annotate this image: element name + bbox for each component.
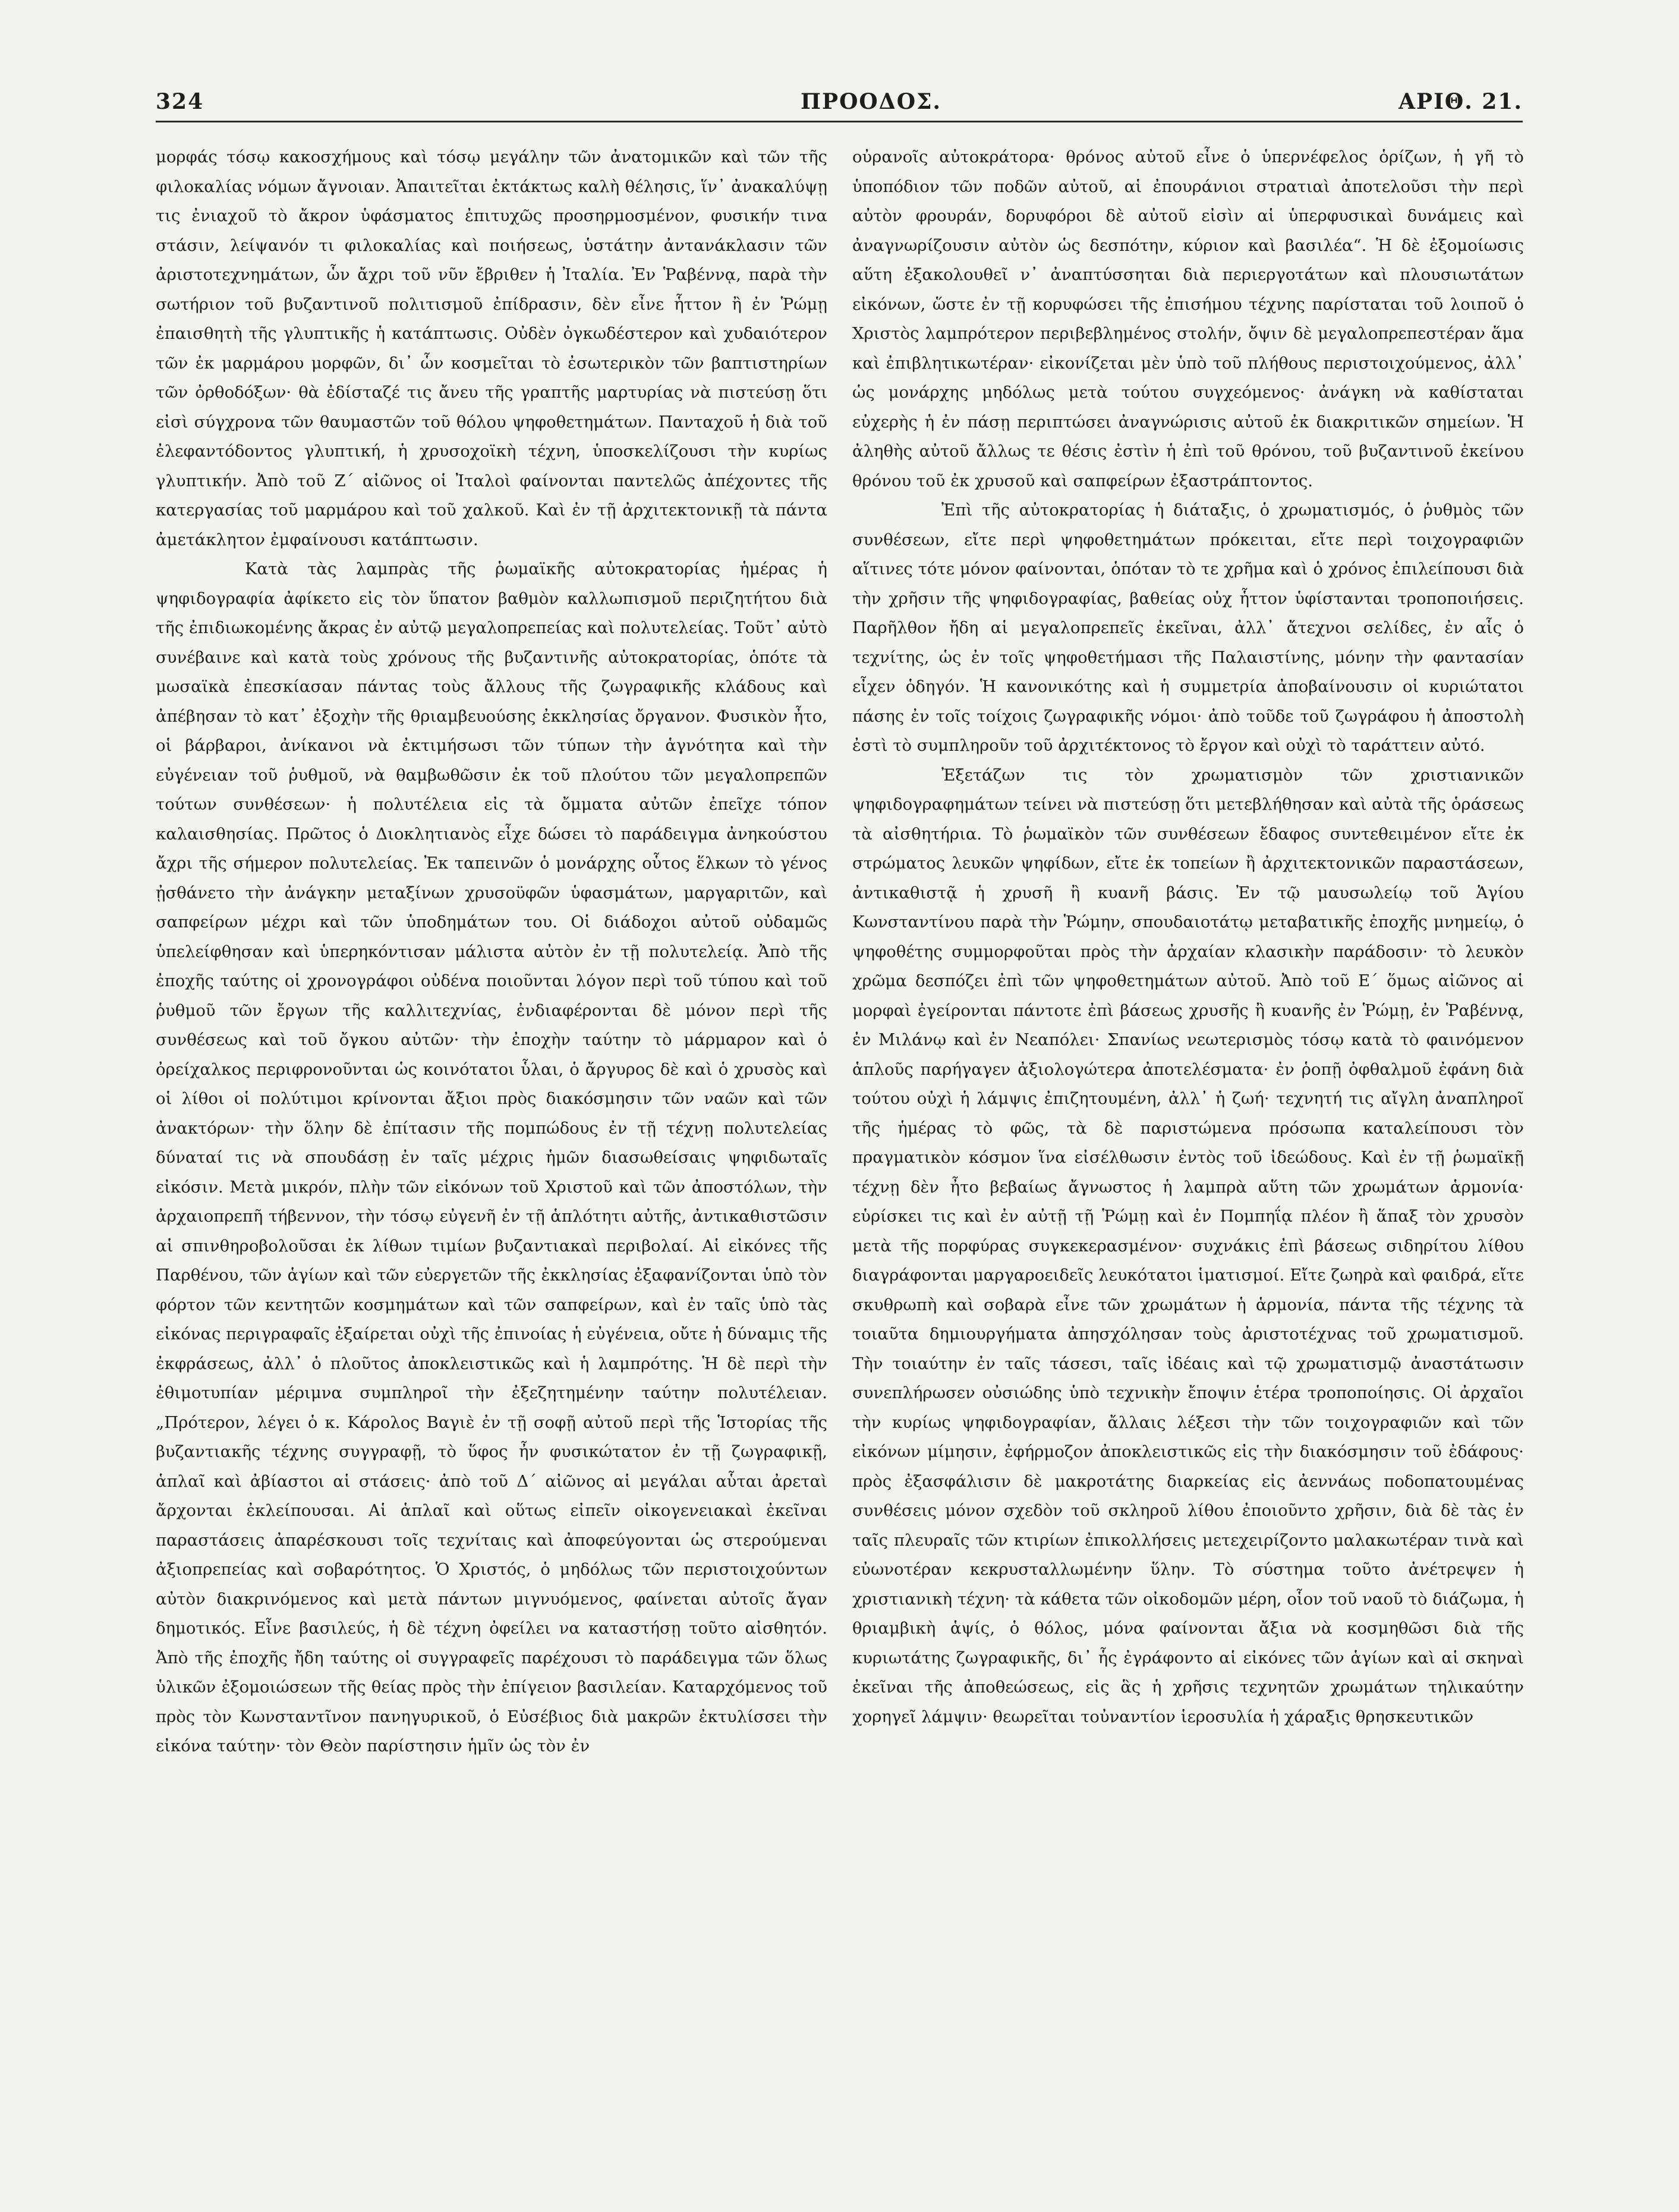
page-number: 324 xyxy=(156,89,204,114)
right-column xyxy=(852,143,1524,1732)
paragraph: Ἐξετάζων τις τὸν χρωματισμὸν τῶν χριστιανικῶν ψηφιδογραφημάτων τείνει νὰ πιστεύσῃ ὅτι μετεβλήθησαν καὶ αὐτὰ τῆς ὁράσεως τὰ αἰσθητήρια. Τὸ ῥωμαϊκὸν τῶν συνθέσεων ἔδαφος συντεθειμένον εἴτε ἐκ στρώματος λευκῶν ψηφίδων, εἴτε ἐκ τοπείων ἢ ἀρχιτεκτονικῶν παραστάσεων, ἀντικαθιστᾷ ἡ χρυσῆ ἢ κυανῆ βάσις. Ἐν τῷ μαυσωλείῳ τοῦ Ἁγίου Κωνσταντίνου παρὰ τὴν Ῥώμην, σπουδαιοτάτῳ μεταβατικῆς ἐποχῆς μνημείῳ, ὁ ψηφοθέτης συμμορφοῦται πρὸς τὴν ἀρχαίαν κλασικὴν παράδοσιν· τὸ λευκὸν χρῶμα δεσπόζει ἐπὶ τῶν ψηφοθετημάτων αὐτοῦ. Ἀπὸ τοῦ Ε΄ ὅμως αἰῶνος αἱ μορφαὶ ἐγείρονται πάντοτε ἐπὶ βάσεως χρυσῆς ἢ κυανῆς ἐν Ῥώμῃ, ἐν Ῥαβέννᾳ, ἐν Μιλάνῳ καὶ ἐν Νεαπόλει· Σπανίως νεωτερισμὸς τόσῳ κατὰ τὸ φαινόμενον ἁπλοῦς παρήγαγεν ἀξιολογώτερα ἀποτελέσματα· ἐν ῥοπῇ ὀφθαλμοῦ ἐφάνη διὰ τούτου οὐχὶ ἡ λάμψις ἐπιζητουμένη, ἀλλ᾿ ἡ ζωή· τεχνητή τις αἴγλη ἀναπληροῖ τῆς ἡμέρας τὸ φῶς, τὰ δὲ παριστώμενα πρόσωπα καταλείπουσι τὸν πραγματικὸν κόσμον ἵνα εἰσέλθωσιν ἐντὸς τοῦ ἰδεώδους. Καὶ ἐν τῇ ῥωμαϊκῇ τέχνῃ δὲν ἦτο βεβαίως ἄγνωστος ἡ λαμπρὰ αὕτη τῶν χρωμάτων ἁρμονία· εὑρίσκει τις καὶ ἐν αὐτῇ τῇ Ῥώμῃ καὶ ἐν Πομπηΐᾳ πλέον ἢ ἅπαξ τὸν χρυσὸν μετὰ τῆς πορφύρας συγκεκερασμένον· συχνάκις ἐπὶ βάσεως σιδηρίτου λίθου διαγράφονται μαργαροειδεῖς λευκότατοι ἱματισμοί. Εἴτε ζωηρὰ καὶ φαιδρά, εἴτε σκυθρωπὴ καὶ σοβαρὰ εἶνε τῶν χρωμάτων ἡ ἁρμονία, πάντα τῆς τέχνης τὰ τοιαῦτα δημιουργήματα ἀπησχόλησαν τοὺς ἀριστοτέχνας τοῦ χρωματισμοῦ. Τὴν τοιαύτην ἐν ταῖς τάσεσι, ταῖς ἰδέαις καὶ τῷ χρωματισμῷ ἀναστάτωσιν συνεπλήρωσεν οὐσιώδης ὑπὸ τεχνικὴν ἔποψιν ἑτέρα τροποποίησις. Οἱ ἀρχαῖοι τὴν κυρίως ψηφιδογραφίαν, ἄλλαις λέξεσι τὴν τῶν τοιχογραφιῶν καὶ τῶν εἰκόνων μίμησιν, ἐφήρμοζον ἀποκλειστικῶς εἰς τὴν διακόσμησιν τοῦ ἐδάφους· πρὸς ἐξασφάλισιν δὲ μακροτάτης διαρκείας εἰς ἀεννάως ποδοπατουμένας συνθέσεις μόνον σχεδὸν τοῦ σκληροῦ λίθου ἐποιοῦντο χρῆσιν, διὰ δὲ τὰς ἐν ταῖς πλευραῖς τῶν κτιρίων ἐπικολλήσεις μετεχειρίζοντο μαλακωτέραν τινὰ καὶ εὐωνοτέραν κεκρυσταλλωμένην ὕλην. Τὸ σύστημα τοῦτο ἀνέτρεψεν ἡ χριστιανικὴ τέχνη· τὰ κάθετα τῶν οἰκοδομῶν μέρη, οἷον τοῦ ναοῦ τὸ διάζωμα, ἡ θριαμβικὴ ἁψίς, ὁ θόλος, μόνα φαίνονται ἄξια νὰ κοσμηθῶσι διὰ τῆς κυριωτάτης ζωγραφικῆς, δι᾿ ἧς ἐγράφοντο αἱ εἰκόνες τῶν ἁγίων καὶ αἱ σκηναὶ ἐκεῖναι τῆς ἀποθεώσεως, εἰς ἃς ἡ χρῆσις τεχνητῶν χρωμάτων τηλικαύτην χορηγεῖ λάμψιν· θεωρεῖται τοὐναντίον ἱεροσυλία ἡ χάραξις θρησκευτικῶν xyxy=(852,765,1524,1726)
running-title: ΠΡΟΟΔΟΣ. xyxy=(801,89,942,114)
paragraph: μορφάς τόσῳ κακοσχήμους καὶ τόσῳ μεγάλην τῶν ἀνατομικῶν καὶ τῶν τῆς φιλοκαλίας νόμων ἄγνοιαν. Ἀπαιτεῖται ἐκτάκτως καλὴ θέλησις, ἵν᾿ ἀνακαλύψῃ τις ἐνιαχοῦ τὸ ἄκρον ὑφάσματος ἐπιτυχῶς προσηρμοσμένον, φυσικήν τινα στάσιν, λείψανόν τι φιλοκαλίας καὶ ποιήσεως, ὑστάτην ἀντανάκλασιν τῶν ἀριστοτεχνημάτων, ὧν ἄχρι τοῦ νῦν ἔβριθεν ἡ Ἰταλία. Ἐν Ῥαβέννᾳ, παρὰ τὴν σωτήριον τοῦ βυζαντινοῦ πολιτισμοῦ ἐπίδρασιν, δὲν εἶνε ἧττον ἢ ἐν Ῥώμῃ ἐπαισθητὴ τῆς γλυπτικῆς ἡ κατάπτωσις. Οὐδὲν ὀγκωδέστερον καὶ χυδαιότερον τῶν ἐκ μαρμάρου μορφῶν, δι᾿ ὧν κοσμεῖται τὸ ἐσωτερικὸν τῶν βαπτιστηρίων τῶν ὀρθοδόξων· θὰ ἐδίσταζέ τις ἄνευ τῆς γραπτῆς μαρτυρίας νὰ πιστεύσῃ ὅτι εἰσὶ σύγχρονα τῶν θαυμαστῶν τοῦ θόλου ψηφοθετημάτων. Πανταχοῦ ἡ διὰ τοῦ ἐλεφαντόδοντος γλυπτική, ἡ χρυσοχοϊκὴ τέχνη, ὑποσκελίζουσι τὴν κυρίως γλυπτικήν. Ἀπὸ τοῦ Ζ΄ αἰῶνος οἱ Ἰταλοὶ φαίνονται παντελῶς ἀπέχοντες τῆς κατεργασίας τοῦ μαρμάρου καὶ τοῦ χαλκοῦ. Καὶ ἐν τῇ ἀρχιτεκτονικῇ τὰ πάντα ἀμετάκλητον ἐμφαίνουσι κατάπτωσιν. xyxy=(156,147,827,549)
issue-number: ΑΡΙΘ. 21. xyxy=(1398,89,1523,114)
header-rule xyxy=(156,121,1523,122)
page-header xyxy=(156,89,1523,119)
paragraph: Ἐπὶ τῆς αὐτοκρατορίας ἡ διάταξις, ὁ χρωματισμός, ὁ ῥυθμὸς τῶν συνθέσεων, εἴτε περὶ ψηφοθετημάτων πρόκειται, εἴτε περὶ τοιχογραφιῶν αἵτινες τότε μόνον φαίνονται, ὁπόταν τὸ τε χρῆμα καὶ ὁ χρόνος ἐπιλείπουσι διὰ τὴν χρῆσιν τῆς ψηφιδογραφίας, βαθείας οὐχ ἧττον ὑφίστανται τροποποιήσεις. Παρῆλθον ἤδη αἱ μεγαλοπρεπεῖς ἐκεῖναι, ἀλλ᾿ ἄτεχνοι σελίδες, ἐν αἷς ὁ τεχνίτης, ὡς ἐν τοῖς ψηφοθετήμασι τῆς Παλαιστίνης, μόνην τὴν φαντασίαν εἶχεν ὁδηγόν. Ἡ κανονικότης καὶ ἡ συμμετρία ἀποβαίνουσιν οἱ κυριώτατοι πάσης ἐν τοῖς τοίχοις ζωγραφικῆς νόμοι· ἀπὸ τοῦδε τοῦ ζωγράφου ἡ ἀποστολὴ ἐστὶ τὸ συμπληροῦν τοῦ ἀρχιτέκτονος τὸ ἔργον καὶ οὐχὶ τὸ ταράττειν αὐτό. xyxy=(852,501,1524,755)
left-column xyxy=(156,143,827,1761)
paragraph: οὐρανοῖς αὐτοκράτορα· θρόνος αὐτοῦ εἶνε ὁ ὑπερνέφελος ὁρίζων, ἡ γῆ τὸ ὑποπόδιον τῶν ποδῶν αὐτοῦ, αἱ ἐπουράνιοι στρατιαὶ ἀποτελοῦσι τὴν περὶ αὐτὸν φρουράν, δορυφόροι δὲ αὐτοῦ εἰσὶν αἱ ὑπερφυσικαὶ δυνάμεις καὶ ἀναγνωρίζουσιν αὐτὸν ὡς δεσπότην, κύριον καὶ βασιλέα“. Ἡ δὲ ἐξομοίωσις αὕτη ἐξακολουθεῖ ν᾿ ἀναπτύσσηται διὰ περιεργοτάτων καὶ πλουσιωτάτων εἰκόνων, ὥστε ἐν τῇ κορυφώσει τῆς ἐπισήμου τέχνης παρίσταται τοῦ λοιποῦ ὁ Χριστὸς λαμπρότερον περιβεβλημένος στολήν, ὄψιν δὲ μεγαλοπρεπεστέραν ἅμα καὶ ἐπιβλητικωτέραν· εἰκονίζεται μὲν ὑπὸ τοῦ πλήθους περιστοιχούμενος, ἀλλ᾿ ὡς μονάρχης μηδόλως μετὰ τούτου συγχεόμενος· ἀνάγκη νὰ καθίσταται εὐχερὴς ἡ ἐν πάσῃ περιπτώσει ἀναγνώρισις αὐτοῦ ἐκ διακριτικῶν σημείων. Ἡ ἀληθὴς αὐτοῦ ἄλλως τε θέσις ἐστὶν ἡ ἐπὶ τοῦ θρόνου, τοῦ βυζαντινοῦ ἐκείνου θρόνου τοῦ ἐκ χρυσοῦ καὶ σαπφείρων ἐξαστράπτοντος. xyxy=(852,147,1524,490)
paragraph: Κατὰ τὰς λαμπρὰς τῆς ῥωμαϊκῆς αὐτοκρατορίας ἡμέρας ἡ ψηφιδογραφία ἀφίκετο εἰς τὸν ὕπατον βαθμὸν καλλωπισμοῦ περιζητήτου διὰ τῆς ἐπιδιωκομένης ἄκρας ἐν αὐτῷ μεγαλοπρεπείας καὶ πολυτελείας. Τοῦτ᾿ αὐτὸ συνέβαινε καὶ κατὰ τοὺς χρόνους τῆς βυζαντινῆς αὐτοκρατορίας, ὁπότε τὰ μωσαϊκὰ ἐπεσκίασαν πάντας τοὺς ἄλλους τῆς ζωγραφικῆς κλάδους καὶ ἀπέβησαν τὸ κατ᾿ ἐξοχὴν τῆς θριαμβευούσης ἐκκλησίας ὄργανον. Φυσικὸν ἦτο, οἱ βάρβαροι, ἀνίκανοι νὰ ἐκτιμήσωσι τῶν τύπων τὴν ἁγνότητα καὶ τὴν εὐγένειαν τοῦ ῥυθμοῦ, νὰ θαμβωθῶσιν ἐκ τοῦ πλούτου τῶν μεγαλοπρεπῶν τούτων συνθέσεων· ἡ πολυτέλεια εἰς τὰ ὄμματα αὐτῶν ἐπεῖχε τόπον καλαισθησίας. Πρῶτος ὁ Διοκλητιανὸς εἶχε δώσει τὸ παράδειγμα ἀνηκούστου ἄχρι τῆς σήμερον πολυτελείας. Ἐκ ταπεινῶν ὁ μονάρχης οὗτος ἕλκων τὸ γένος ᾐσθάνετο τὴν ἀνάγκην μεταξίνων χρυσοϋφῶν ὑφασμάτων, μαργαριτῶν, καὶ σαπφείρων μέχρι καὶ τῶν ὑποδημάτων του. Οἱ διάδοχοι αὐτοῦ οὐδαμῶς ὑπελείφθησαν καὶ ὑπερηκόντισαν μάλιστα αὐτὸν ἐν τῇ πολυτελείᾳ. Ἀπὸ τῆς ἐποχῆς ταύτης οἱ χρονογράφοι οὐδένα ποιοῦνται λόγον περὶ τοῦ τύπου καὶ τοῦ ῥυθμοῦ τῶν ἔργων τῆς καλλιτεχνίας, ἐνδιαφέρονται δὲ μόνον περὶ τῆς συνθέσεως καὶ τοῦ ὄγκου αὐτῶν· τὴν ἐποχὴν ταύτην τὸ μάρμαρον καὶ ὁ ὀρείχαλκος περιφρονοῦνται ὡς κοινότατοι ὗλαι, ὁ ἄργυρος δὲ καὶ ὁ χρυσὸς καὶ οἱ λίθοι οἱ πολύτιμοι κρίνονται ἄξιοι πρὸς διακόσμησιν τῶν ναῶν καὶ τῶν ἀνακτόρων· τὴν ὅλην δὲ ἐπίτασιν τῆς πομπώδους ἐν τῇ τέχνῃ πολυτελείας δύναταί τις νὰ σπουδάσῃ ἐν ταῖς μέχρις ἡμῶν διασωθείσαις ψηφιδωταῖς εἰκόσιν. Μετὰ μικρόν, πλὴν τῶν εἰκόνων τοῦ Χριστοῦ καὶ τῶν ἀποστόλων, τὴν ἀρχαιοπρεπῆ τήβεννον, τὴν τόσῳ εὐγενῆ ἐν τῇ ἁπλότητι αὐτῆς, ἀντικαθιστῶσιν αἱ σπινθηροβολοῦσαι ἐκ λίθων τιμίων βυζαντιακαὶ περιβολαί. Αἱ εἰκόνες τῆς Παρθένου, τῶν ἁγίων καὶ τῶν εὐεργετῶν τῆς ἐκκλησίας ἐξαφανίζονται ὑπὸ τὸν φόρτον τῶν κεντητῶν κοσμημάτων καὶ τῶν σαπφείρων, καὶ ἐν ταῖς ὑπὸ τὰς εἰκόνας περιγραφαῖς ἐξαίρεται οὐχὶ τῆς ἐπινοίας ἡ εὐγένεια, οὔτε ἡ δύναμις τῆς ἐκφράσεως, ἀλλ᾿ ὁ πλοῦτος ἀποκλειστικῶς καὶ ἡ λαμπρότης. Ἡ δὲ περὶ τὴν ἐθιμοτυπίαν μέριμνα συμπληροῖ τὴν ἐξεζητημένην ταύτην πολυτέλειαν. „Πρότερον, λέγει ὁ κ. Κάρολος Βαγιὲ ἐν τῇ σοφῇ αὐτοῦ περὶ τῆς Ἱστορίας τῆς βυζαντιακῆς τέχνης συγγραφῇ, τὸ ὕφος ἦν φυσικώτατον ἐν τῇ ζωγραφικῇ, ἁπλαῖ καὶ ἀβίαστοι αἱ στάσεις· ἀπὸ τοῦ Δ΄ αἰῶνος αἱ μεγάλαι αὗται ἀρεταὶ ἄρχονται ἐκλείπουσαι. Αἱ ἁπλαῖ καὶ οὕτως εἰπεῖν οἰκογενειακαὶ ἐκεῖναι παραστάσεις ἀπαρέσκουσι τοῖς τεχνίταις καὶ ἀποφεύγονται ὡς στερούμεναι ἀξιοπρεπείας καὶ σοβαρότητος. Ὁ Χριστός, ὁ μηδόλως τῶν περιστοιχούντων αὐτὸν διακρινόμενος καὶ μετὰ πάντων μιγνυόμενος, φαίνεται αὐτοῖς ἄγαν δημοτικός. Εἶνε βασιλεύς, ἡ δὲ τέχνη ὀφείλει να καταστήσῃ τοῦτο αἰσθητόν. Ἀπὸ τῆς ἐποχῆς ἤδη ταύτης οἱ συγγραφεῖς παρέχουσι τὸ παράδειγμα τῶν ὅλως ὑλικῶν ἐξομοιώσεων τῆς θείας πρὸς τὴν ἐπίγειον βασιλείαν. Καταρχόμενος τοῦ πρὸς τὸν Κωνσταντῖνον πανηγυρικοῦ, ὁ Εὐσέβιος διὰ μακρῶν ἐκτυλίσσει τὴν εἰκόνα ταύτην· τὸν Θεὸν παρίστησιν ἡμῖν ὡς τὸν ἐν xyxy=(156,559,827,1755)
